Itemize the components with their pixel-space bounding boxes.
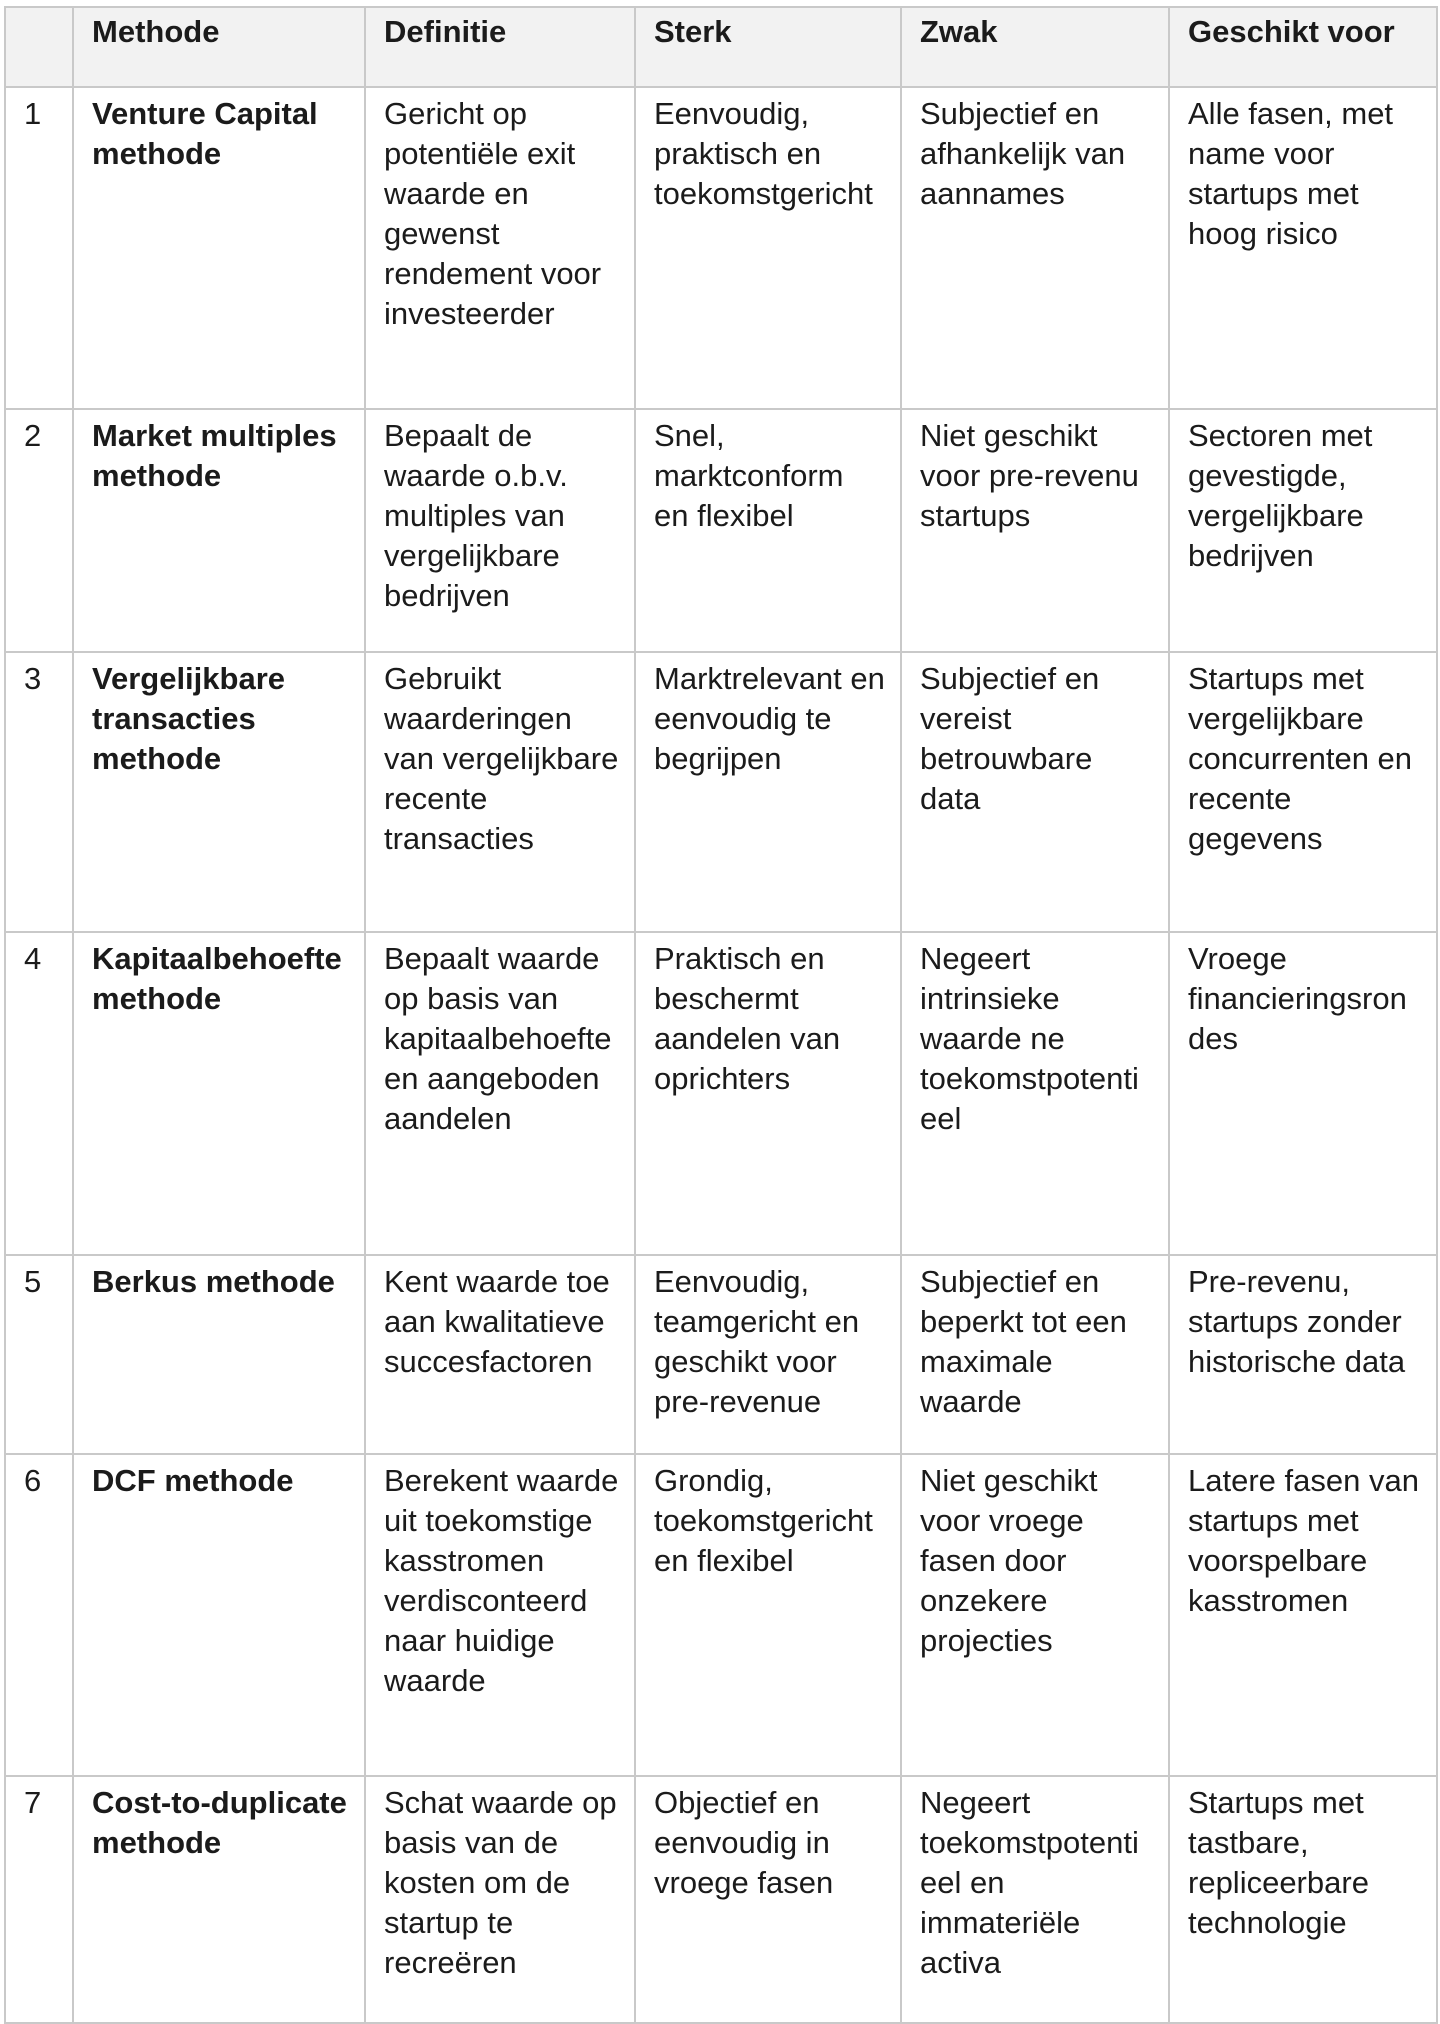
strength-cell: Eenvoudig, praktisch en toekomstgericht xyxy=(635,87,901,409)
definition-cell: Gebruikt waarderingen van vergelijkbare recente transacties xyxy=(365,652,635,932)
table-row xyxy=(5,87,1437,409)
strength-cell: Marktrelevant en eenvoudig te begrijpen xyxy=(635,652,901,932)
header-definitie: Definitie xyxy=(365,7,635,87)
definition-cell: Bepaalt de waarde o.b.v. multiples van vergelijkbare bedrijven xyxy=(365,409,635,652)
table-row xyxy=(5,1454,1437,1776)
method-name: Berkus methode xyxy=(73,1255,365,1454)
table-row xyxy=(5,652,1437,932)
weakness-cell: Subjectief en beperkt tot een maximale waarde xyxy=(901,1255,1169,1454)
header-sterk: Sterk xyxy=(635,7,901,87)
suitable-for-cell: Latere fasen van startups met voorspelbare kasstromen xyxy=(1169,1454,1437,1776)
method-name: Cost-to-duplicate methode xyxy=(73,1776,365,2023)
row-number: 4 xyxy=(5,932,73,1255)
definition-cell: Gericht op potentiële exit waarde en gewenst rendement voor investeerder xyxy=(365,87,635,409)
method-name: Vergelijkbare transacties methode xyxy=(73,652,365,932)
weakness-cell: Negeert toekomstpotentieel en immateriële activa xyxy=(901,1776,1169,2023)
strength-cell: Eenvoudig, teamgericht en geschikt voor pre-revenue xyxy=(635,1255,901,1454)
header-row xyxy=(5,7,1437,87)
definition-cell: Kent waarde toe aan kwalitatieve succesfactoren xyxy=(365,1255,635,1454)
valuation-methods-table xyxy=(4,6,1438,2024)
row-number: 5 xyxy=(5,1255,73,1454)
header-geschikt: Geschikt voor xyxy=(1169,7,1437,87)
table-row xyxy=(5,1776,1437,2023)
strength-cell: Grondig, toekomstgericht en flexibel xyxy=(635,1454,901,1776)
weakness-cell: Negeert intrinsieke waarde ne toekomstpotentieel xyxy=(901,932,1169,1255)
header-methode: Methode xyxy=(73,7,365,87)
row-number: 1 xyxy=(5,87,73,409)
method-name: Market multiples methode xyxy=(73,409,365,652)
table-row xyxy=(5,409,1437,652)
table-row xyxy=(5,932,1437,1255)
table-row xyxy=(5,1255,1437,1454)
method-name: Kapitaalbehoefte methode xyxy=(73,932,365,1255)
method-name: Venture Capital methode xyxy=(73,87,365,409)
suitable-for-cell: Vroege financieringsrondes xyxy=(1169,932,1437,1255)
suitable-for-cell: Sectoren met gevestigde, vergelijkbare bedrijven xyxy=(1169,409,1437,652)
row-number: 2 xyxy=(5,409,73,652)
definition-cell: Bepaalt waarde op basis van kapitaalbehoefte en aangeboden aandelen xyxy=(365,932,635,1255)
definition-cell[interactable]: Schat waarde op basis van de kosten om de startup te recreëren xyxy=(365,1776,635,2023)
strength-cell: Snel, marktconform en flexibel xyxy=(635,409,901,652)
suitable-for-cell: Startups met tastbare, repliceerbare technologie xyxy=(1169,1776,1437,2023)
suitable-for-cell: Startups met vergelijkbare concurrenten en recente gegevens xyxy=(1169,652,1437,932)
header-zwak: Zwak xyxy=(901,7,1169,87)
header-num xyxy=(5,7,73,87)
weakness-cell: Subjectief en vereist betrouwbare data xyxy=(901,652,1169,932)
strength-cell: Objectief en eenvoudig in vroege fasen xyxy=(635,1776,901,2023)
row-number: 7 xyxy=(5,1776,73,2023)
strength-cell: Praktisch en beschermt aandelen van oprichters xyxy=(635,932,901,1255)
row-number: 3 xyxy=(5,652,73,932)
weakness-cell: Niet geschikt voor pre-revenu startups xyxy=(901,409,1169,652)
weakness-cell: Niet geschikt voor vroege fasen door onzekere projecties xyxy=(901,1454,1169,1776)
suitable-for-cell: Alle fasen, met name voor startups met hoog risico xyxy=(1169,87,1437,409)
row-number: 6 xyxy=(5,1454,73,1776)
definition-cell: Berekent waarde uit toekomstige kasstromen verdisconteerd naar huidige waarde xyxy=(365,1454,635,1776)
weakness-cell: Subjectief en afhankelijk van aannames xyxy=(901,87,1169,409)
suitable-for-cell: Pre-revenu, startups zonder historische data xyxy=(1169,1255,1437,1454)
method-name: DCF methode xyxy=(73,1454,365,1776)
